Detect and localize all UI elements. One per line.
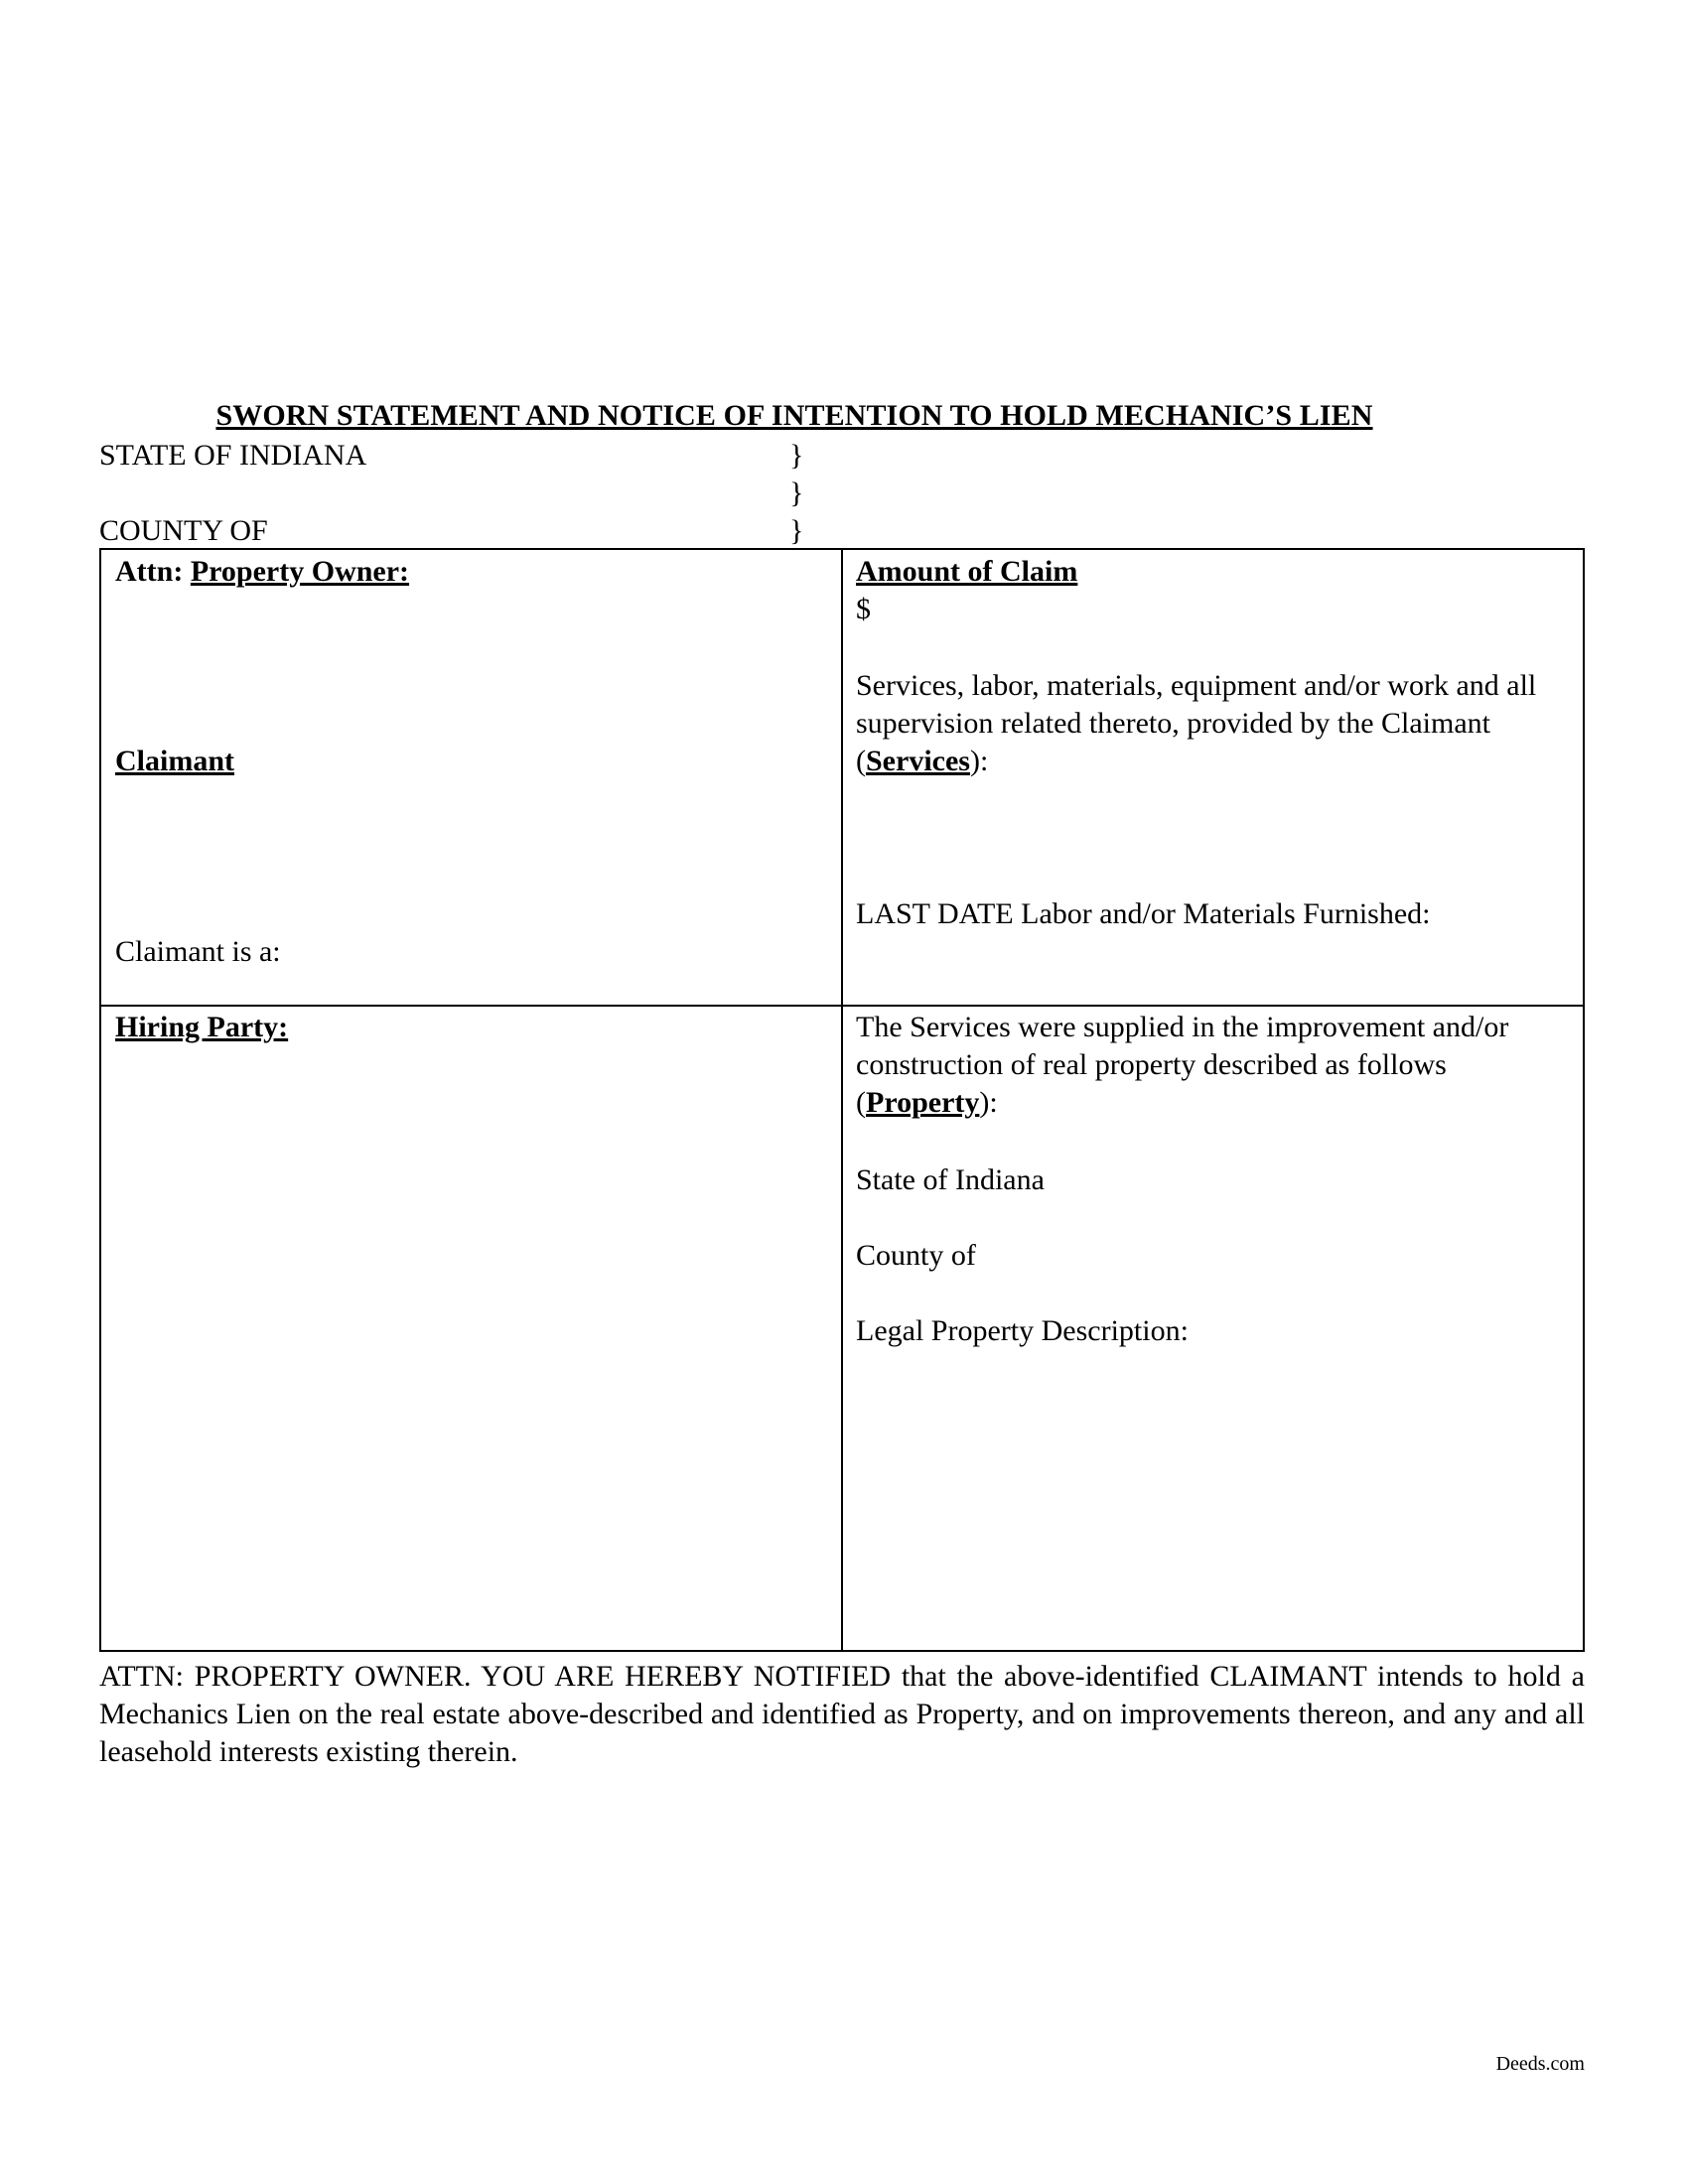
services-description [856,667,1571,780]
property-term: Property [866,1086,980,1119]
services-text-pre: Services, labor, materials, equipment and/or work and all supervision related thereto, provided by the Claimant ( [856,669,1537,777]
state-label: STATE OF INDIANA [99,439,367,472]
table-vertical-divider [841,550,843,1650]
document-title: SWORN STATEMENT AND NOTICE OF INTENTION TO HOLD MECHANIC’S LIEN [215,399,1373,432]
table-horizontal-divider [101,1005,1583,1007]
property-text-pre: The Services were supplied in the improvement and/or construction of real property described as follows ( [856,1011,1509,1119]
property-owner-heading [115,553,409,591]
venue-brace-1: } [789,439,804,472]
property-county: County of [856,1239,976,1272]
footer-brand: Deeds.com [1495,2053,1585,2075]
venue-brace-2: } [789,477,804,509]
services-text-post: ): [969,745,989,777]
notice-paragraph: ATTN: PROPERTY OWNER. YOU ARE HEREBY NOTIFIED that the above-identified CLAIMANT intends to hold a Mechanics Lien on the real estate above-described and identified as Property, and on improvements thereon, and any and all leasehold interests existing therein. [99,1660,1585,1768]
hiring-party-heading: Hiring Party: [115,1011,289,1043]
claimant-heading: Claimant [115,745,234,777]
claimant-type-label: Claimant is a: [115,935,281,968]
property-state: State of Indiana [856,1163,1045,1196]
currency-symbol: $ [856,593,871,625]
property-owner-label: Property Owner: [190,555,410,588]
last-date-label: LAST DATE Labor and/or Materials Furnished: [856,897,1431,930]
legal-property-description-label: Legal Property Description: [856,1314,1189,1347]
services-term: Services [866,745,970,777]
county-label: COUNTY OF [99,514,268,547]
property-description [856,1009,1551,1122]
amount-of-claim-heading: Amount of Claim [856,555,1078,588]
attn-label: Attn: [115,555,184,588]
property-text-post: ): [979,1086,998,1119]
lien-form-table [99,548,1585,1652]
venue-brace-3: } [789,514,804,547]
